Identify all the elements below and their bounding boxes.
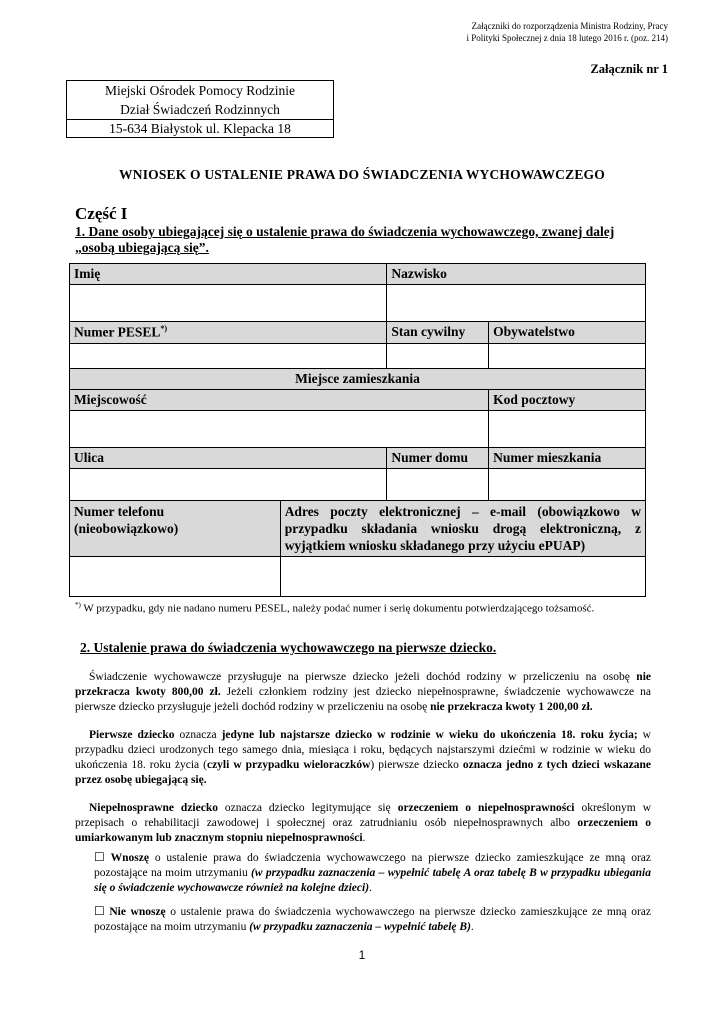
house-number-label: Numer domu bbox=[387, 447, 489, 468]
section1-heading-line2: „osobą ubiegającą się”. bbox=[75, 240, 209, 255]
apply-checkbox[interactable]: ☐ bbox=[94, 850, 105, 864]
pesel-label bbox=[70, 322, 387, 344]
p2-text-e: czyli w przypadku wieloraczków bbox=[206, 759, 371, 771]
footnote-text: W przypadku, gdy nie nadano numeru PESEL, należy podać numer i serię dokumentu potwierdzającego tożsamość. bbox=[83, 602, 595, 615]
section2-heading: 2. Ustalenie prawa do świadczenia wychowawczego na pierwsze dziecko. bbox=[80, 640, 497, 655]
postal-code-field[interactable] bbox=[489, 410, 646, 447]
not-apply-checkbox[interactable]: ☐ bbox=[94, 904, 105, 918]
apartment-number-label: Numer mieszkania bbox=[489, 447, 646, 468]
option-apply bbox=[94, 850, 651, 896]
regulation-note-line2: i Polityki Społecznej z dnia 18 lutego 2016 r. (poz. 214) bbox=[466, 33, 668, 43]
p3-text-d: określonym w przepisach o rehabilitacji zawodowej i społecznej oraz zatrudnianiu osób niepełnosprawnych albo bbox=[75, 802, 652, 829]
annex-label: Załącznik nr 1 bbox=[590, 62, 668, 76]
p3-text-f: . bbox=[362, 832, 366, 844]
pesel-field[interactable] bbox=[70, 343, 387, 368]
apartment-number-field[interactable] bbox=[489, 468, 646, 500]
office-name: Miejski Ośrodek Pomocy Rodzinie bbox=[104, 83, 296, 98]
pesel-footnote bbox=[75, 601, 594, 615]
city-label: Miejscowość bbox=[70, 389, 489, 410]
postal-code-label: Kod pocztowy bbox=[489, 389, 646, 410]
street-field[interactable] bbox=[70, 468, 387, 500]
footnote-mark: *) bbox=[75, 601, 81, 609]
pesel-footnote-mark: *) bbox=[160, 324, 168, 333]
not-apply-instruction: (w przypadku zaznaczenia – wypełnić tabelę B) bbox=[249, 921, 471, 933]
section1-heading bbox=[75, 224, 645, 256]
apply-instruction: (w przypadku zaznaczenia – wypełnić tabelę A oraz tabelę B w przypadku ubiegania się o świadczenie wychowawcze również na kolejne dzieci) bbox=[94, 867, 651, 894]
p1-text-d: nie przekracza kwoty 1 200,00 zł. bbox=[430, 701, 593, 713]
p1-text-c: Jeżeli członkiem rodziny jest dziecko niepełnosprawne, świadczenie wychowawcze na pierwsze dziecko przysługuje jeżeli dochód rodziny w przeliczeniu na osobę bbox=[75, 686, 651, 713]
form-title: WNIOSEK O USTALENIE PRAWA DO ŚWIADCZENIA WYCHOWAWCZEGO bbox=[119, 167, 605, 182]
street-label: Ulica bbox=[70, 447, 387, 468]
phone-field[interactable] bbox=[70, 556, 281, 596]
p2-text-f: ) pierwsze dziecko bbox=[370, 759, 463, 771]
paragraph-disabled-child-definition bbox=[75, 801, 651, 846]
option-not-apply bbox=[94, 904, 651, 935]
phone-label-line2: (nieobowiązkowo) bbox=[74, 520, 179, 536]
p1-text-a: Świadczenie wychowawcze przysługuje na pierwsze dziecko jeżeli dochód rodziny w przeliczeniu na osobę bbox=[89, 671, 630, 683]
p3-text-b: oznacza dziecko legitymujące się bbox=[217, 802, 398, 814]
apply-label: Wnoszę bbox=[110, 852, 149, 864]
part-heading: Część I bbox=[75, 204, 128, 223]
p2-text-d: w przypadku dzieci urodzonych tego samego dnia, miesiąca i roku, będących najstarszymi dziećmi w rodzinie w wieku do ukończenia 18. roku życia ( bbox=[75, 729, 651, 771]
pesel-label-text: Numer PESEL bbox=[74, 324, 161, 340]
citizenship-label: Obywatelstwo bbox=[489, 322, 646, 344]
p3-text-e: orzeczeniem o umiarkowanym lub znacznym stopniu niepełnosprawności bbox=[75, 817, 652, 844]
house-number-field[interactable] bbox=[387, 468, 489, 500]
not-apply-text: o ustalenie prawa do świadczenia wychowawczego na pierwsze dziecko zamieszkujące ze mną oraz pozostające na moim utrzymaniu bbox=[94, 906, 651, 933]
regulation-note bbox=[467, 20, 668, 44]
civil-status-field[interactable] bbox=[387, 343, 489, 368]
p2-text-c: jedyne lub najstarsze dziecko w rodzinie w wieku do ukończenia 18. roku życia; bbox=[221, 729, 638, 741]
office-box bbox=[66, 80, 334, 138]
civil-status-label: Stan cywilny bbox=[387, 322, 489, 344]
p1-text-b: nie przekracza kwoty 800,00 zł. bbox=[75, 671, 651, 698]
p2-text-g: oznacza jedno z tych dzieci wskazane przez osobę ubiegającą się. bbox=[75, 759, 651, 786]
office-address: 15-634 Białystok ul. Klepacka 18 bbox=[67, 119, 333, 137]
paragraph-first-child-definition bbox=[75, 728, 651, 788]
regulation-note-line1: Załączniki do rozporządzenia Ministra Rodziny, Pracy bbox=[471, 21, 668, 31]
first-name-label: Imię bbox=[70, 264, 387, 285]
last-name-field[interactable] bbox=[387, 285, 646, 322]
city-field[interactable] bbox=[70, 410, 489, 447]
apply-text: o ustalenie prawa do świadczenia wychowawczego na pierwsze dziecko zamieszkujące ze mną oraz pozostające na moim utrzymaniu bbox=[94, 852, 651, 879]
p3-text-a: Niepełnosprawne dziecko bbox=[89, 802, 218, 814]
applicant-data-table bbox=[69, 263, 646, 597]
not-apply-period: . bbox=[470, 921, 474, 933]
first-name-field[interactable] bbox=[70, 285, 387, 322]
p3-text-c: orzeczeniem o niepełnosprawności bbox=[397, 802, 575, 814]
section1-heading-line1: 1. Dane osoby ubiegającej się o ustalenie prawa do świadczenia wychowawczego, zwanej dalej bbox=[75, 224, 615, 239]
email-field[interactable] bbox=[280, 556, 645, 596]
residence-header: Miejsce zamieszkania bbox=[70, 368, 646, 389]
last-name-label: Nazwisko bbox=[387, 264, 646, 285]
phone-label-line1: Numer telefonu bbox=[74, 503, 165, 519]
not-apply-label: Nie wnoszę bbox=[109, 906, 166, 918]
apply-period: . bbox=[369, 882, 372, 894]
paragraph-income-threshold bbox=[75, 670, 651, 715]
phone-label bbox=[70, 500, 281, 556]
email-label: Adres poczty elektronicznej – e-mail (obowiązkowo w przypadku składania wniosku drogą elektroniczną, z wyjątkiem wniosku składanego przy użyciu ePUAP) bbox=[280, 500, 645, 556]
p2-text-a: Pierwsze dziecko bbox=[89, 729, 175, 741]
citizenship-field[interactable] bbox=[489, 343, 646, 368]
office-department: Dział Świadczeń Rodzinnych bbox=[120, 102, 280, 117]
page-number: 1 bbox=[358, 948, 366, 962]
p2-text-b: oznacza bbox=[174, 729, 222, 741]
